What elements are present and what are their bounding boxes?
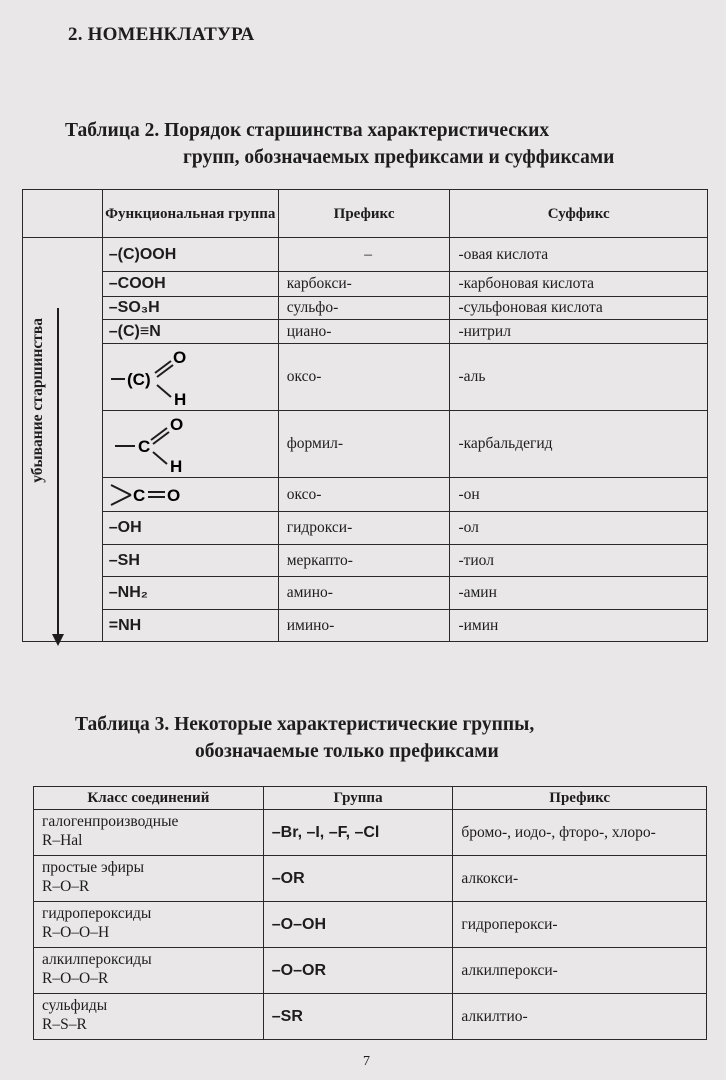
table3-caption-line2: обозначаемые только префиксами xyxy=(195,741,499,762)
table-row xyxy=(34,856,707,902)
table-row xyxy=(23,238,708,272)
table-row xyxy=(34,902,707,948)
class-name: алкилпероксиды xyxy=(42,951,152,968)
group-cell: –SH xyxy=(102,545,278,577)
seniority-axis-cell xyxy=(23,238,103,642)
header-group: Функциональная группа xyxy=(102,190,278,238)
prefix-cell: алкилтио- xyxy=(453,994,707,1040)
prefix-cell: циано- xyxy=(278,320,450,344)
table-row xyxy=(23,344,708,411)
prefix-cell: меркапто- xyxy=(278,545,450,577)
group-cell: –OH xyxy=(102,512,278,545)
prefix-cell: оксо- xyxy=(278,478,450,512)
prefix-cell: формил- xyxy=(278,411,450,478)
oxygen-label: O xyxy=(169,415,183,434)
carbon-label: C xyxy=(137,437,151,456)
suffix-cell: -ол xyxy=(450,512,708,545)
table2 xyxy=(22,189,708,642)
class-name: сульфиды xyxy=(42,997,108,1014)
class-name: гидропероксиды xyxy=(42,905,152,922)
table3-caption xyxy=(75,711,675,765)
group-cell: –SR xyxy=(263,994,453,1040)
suffix-cell: -он xyxy=(450,478,708,512)
table-row xyxy=(23,478,708,512)
ketone-structure-diagram xyxy=(103,479,273,511)
table-row xyxy=(23,411,708,478)
group-cell: –(C)≡N xyxy=(102,320,278,344)
class-cell xyxy=(34,994,264,1040)
table3-caption-line1: Таблица 3. Некоторые характеристические группы, xyxy=(75,714,535,735)
oxygen-label: O xyxy=(166,485,180,505)
prefix-cell: гидроперокси- xyxy=(453,902,707,948)
hydrogen-label: H xyxy=(169,457,183,476)
suffix-cell: -нитрил xyxy=(450,320,708,344)
class-cell xyxy=(34,810,264,856)
table2-caption-line2: групп, обозначаемых префиксами и суффиксами xyxy=(183,147,615,168)
group-cell: =NH xyxy=(102,610,278,642)
table2-header-row xyxy=(23,190,708,238)
class-formula: R–O–O–H xyxy=(42,924,110,941)
prefix-cell: – xyxy=(278,238,450,272)
prefix-cell: амино- xyxy=(278,577,450,610)
prefix-cell: алкилперокси- xyxy=(453,948,707,994)
header-prefix: Префикс xyxy=(453,787,707,810)
table2-caption xyxy=(65,117,705,171)
suffix-cell: -карбальдегид xyxy=(450,411,708,478)
suffix-cell: -аль xyxy=(450,344,708,411)
down-arrow-icon xyxy=(52,634,64,646)
suffix-cell: -овая кислота xyxy=(450,238,708,272)
table-row xyxy=(34,994,707,1040)
prefix-cell: алкокси- xyxy=(453,856,707,902)
table-row xyxy=(23,272,708,297)
class-name: простые эфиры xyxy=(42,859,145,876)
table-row xyxy=(23,297,708,320)
group-cell-aldehyde-structure xyxy=(102,344,278,411)
group-cell: –Br, –I, –F, –Cl xyxy=(263,810,453,856)
aldehyde-c-structure-diagram xyxy=(103,345,273,409)
class-name: галогенпроизводные xyxy=(42,813,179,830)
paren-carbon-label: (C) xyxy=(126,370,151,389)
group-cell: –O–OR xyxy=(263,948,453,994)
group-cell-formyl-structure xyxy=(102,411,278,478)
suffix-cell: -имин xyxy=(450,610,708,642)
prefix-cell: имино- xyxy=(278,610,450,642)
prefix-cell: оксо- xyxy=(278,344,450,411)
class-formula: R–O–O–R xyxy=(42,970,109,987)
table-row xyxy=(23,577,708,610)
carbon-label: C xyxy=(132,485,146,505)
header-prefix: Префикс xyxy=(278,190,450,238)
oxygen-label: O xyxy=(172,348,186,367)
class-formula: R–Hal xyxy=(42,832,83,849)
header-class: Класс соединений xyxy=(34,787,264,810)
prefix-cell: бромо-, иодо-, фторо-, хлоро- xyxy=(453,810,707,856)
prefix-cell: гидрокси- xyxy=(278,512,450,545)
prefix-cell: сульфо- xyxy=(278,297,450,320)
table2-corner-cell xyxy=(23,190,103,238)
group-cell: –O–OH xyxy=(263,902,453,948)
group-cell: –COOH xyxy=(102,272,278,297)
class-cell xyxy=(34,902,264,948)
table3 xyxy=(33,786,707,1040)
suffix-cell: -карбоновая кислота xyxy=(450,272,708,297)
class-cell xyxy=(34,856,264,902)
header-suffix: Суффикс xyxy=(450,190,708,238)
table-row xyxy=(23,545,708,577)
table-row xyxy=(34,948,707,994)
formyl-structure-diagram xyxy=(103,412,273,476)
suffix-cell: -амин xyxy=(450,577,708,610)
group-cell-ketone-structure xyxy=(102,478,278,512)
hydrogen-label: H xyxy=(173,390,187,409)
table-row xyxy=(23,610,708,642)
table-row xyxy=(23,512,708,545)
prefix-cell: карбокси- xyxy=(278,272,450,297)
table-row xyxy=(34,810,707,856)
class-formula: R–O–R xyxy=(42,878,90,895)
suffix-cell: -тиол xyxy=(450,545,708,577)
page-number: 7 xyxy=(363,1054,370,1069)
group-cell: –(C)OOH xyxy=(102,238,278,272)
table3-header-row xyxy=(34,787,707,810)
class-formula: R–S–R xyxy=(42,1016,87,1033)
table2-caption-line1: Таблица 2. Порядок старшинства характеристических xyxy=(65,120,550,141)
class-cell xyxy=(34,948,264,994)
header-group: Группа xyxy=(263,787,453,810)
group-cell: –NH₂ xyxy=(102,577,278,610)
suffix-cell: -сульфоновая кислота xyxy=(450,297,708,320)
table-row xyxy=(23,320,708,344)
section-title: 2. НОМЕНКЛАТУРА xyxy=(68,24,255,45)
seniority-arrow-line xyxy=(57,308,59,638)
seniority-label: убывание старшинства xyxy=(29,318,46,483)
group-cell: –SO₃H xyxy=(102,297,278,320)
group-cell: –OR xyxy=(263,856,453,902)
